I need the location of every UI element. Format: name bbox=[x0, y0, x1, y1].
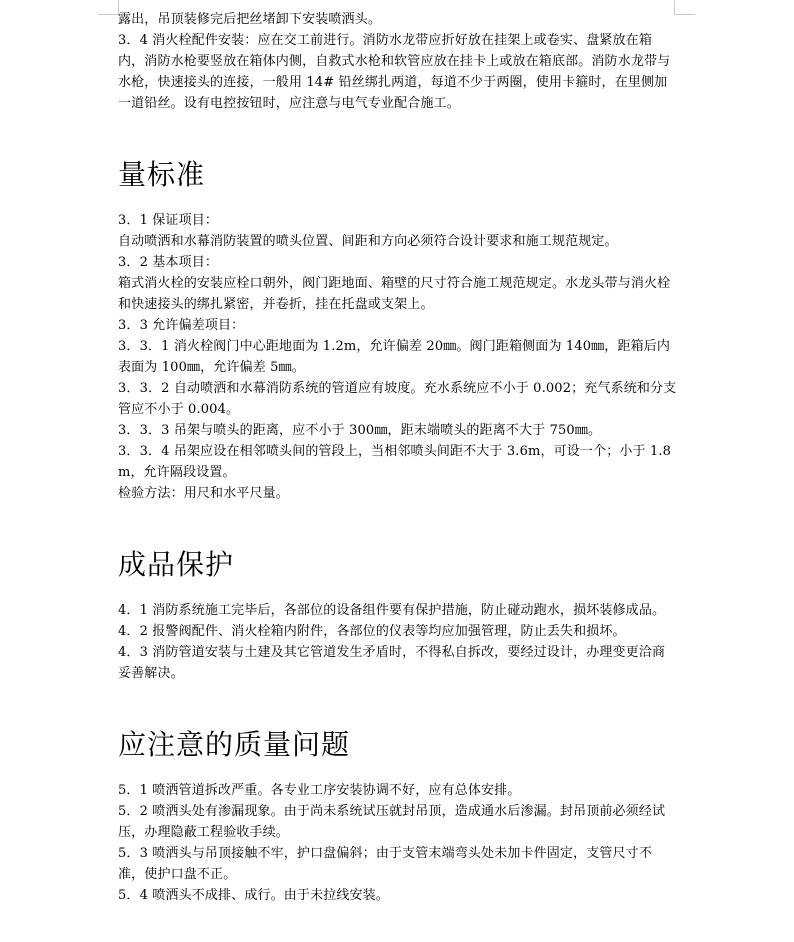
paragraph: 5．3 喷洒头与吊顶接触不牢，护口盘偏斜；由于支管末端弯头处未加卡件固定，支管尺寸不准，使护口盘不正。 bbox=[118, 846, 652, 882]
paragraph: 检验方法：用尺和水平尺量。 bbox=[118, 486, 289, 501]
paragraph: 箱式消火栓的安装应栓口朝外，阀门距地面、箱壁的尺寸符合施工规范规定。水龙头带与消火栓和快速接头的绑扎紧密，并卷折，挂在托盘或支架上。 bbox=[118, 276, 671, 312]
paragraph: 3．3 允许偏差项目： bbox=[118, 318, 245, 333]
paragraph: 3．1 保证项目： bbox=[118, 213, 219, 228]
section-heading: 成品保护 bbox=[118, 548, 235, 581]
paragraph: 5．1 喷洒管道拆改严重。各专业工序安装协调不好，应有总体安排。 bbox=[118, 783, 521, 798]
paragraph: 4．2 报警阀配件、消火栓箱内附件，各部位的仪表等均应加强管理，防止丢失和损坏。 bbox=[118, 624, 626, 639]
paragraph: 5．4 喷洒头不成排、成行。由于未拉线安装。 bbox=[118, 888, 389, 903]
paragraph: 3．3．1 消火栓阀门中心距地面为 1.2m，允许偏差 20㎜。阀门距箱侧面为 140㎜，距箱后内表面为 100㎜，允许偏差 5㎜。 bbox=[118, 339, 671, 375]
document-body bbox=[118, 9, 678, 906]
paragraph: 自动喷洒和水幕消防装置的喷头位置、间距和方向必须符合设计要求和施工规范规定。 bbox=[118, 234, 618, 249]
paragraph: 3．3．4 吊架应设在相邻喷头间的管段上，当相邻喷头间距不大于 3.6m，可设一个；小于 1.8m，允许隔段设置。 bbox=[118, 444, 672, 480]
section-heading: 量标准 bbox=[118, 158, 206, 191]
paragraph: 3．3．2 自动喷洒和水幕消防系统的管道应有坡度。充水系统应不小于 0.002；充气系统和分支管应不小于 0.004。 bbox=[118, 381, 677, 417]
paragraph: 5．2 喷洒头处有渗漏现象。由于尚未系统试压就封吊顶，造成通水后渗漏。封吊顶前必须经试压，办理隐蔽工程验收手续。 bbox=[118, 804, 666, 840]
paragraph: 4．1 消防系统施工完毕后，各部位的设备组件要有保护措施，防止碰动跑水，损坏装修成品。 bbox=[118, 603, 666, 618]
paragraph: 3．2 基本项目： bbox=[118, 255, 219, 270]
page-corner-mark-left bbox=[98, 0, 119, 15]
paragraph: 4．3 消防管道安装与土建及其它管道发生矛盾时，不得私自拆改，要经过设计，办理变更洽商妥善解决。 bbox=[118, 645, 666, 681]
paragraph: 3．4 消火栓配件安装：应在交工前进行。消防水龙带应折好放在挂架上或卷实、盘紧放在箱内，消防水枪要竖放在箱体内侧，自救式水枪和软管应放在挂卡上或放在箱底部。消防水龙带与水枪，快速接头的连接，一般用 14# 铅丝绑扎两道，每道不少于两圈，使用卡箍时，在里侧加一道铅丝。设有电控按钮时，应注意与电气专业配合施工。 bbox=[118, 33, 671, 111]
paragraph: 3．3．3 吊架与喷头的距离，应不小于 300㎜，距末端喷头的距离不大于 750㎜。 bbox=[118, 423, 602, 438]
paragraph: 露出，吊顶装修完后把丝堵卸下安装喷洒头。 bbox=[118, 12, 382, 27]
section-heading: 应注意的质量问题 bbox=[118, 728, 351, 761]
